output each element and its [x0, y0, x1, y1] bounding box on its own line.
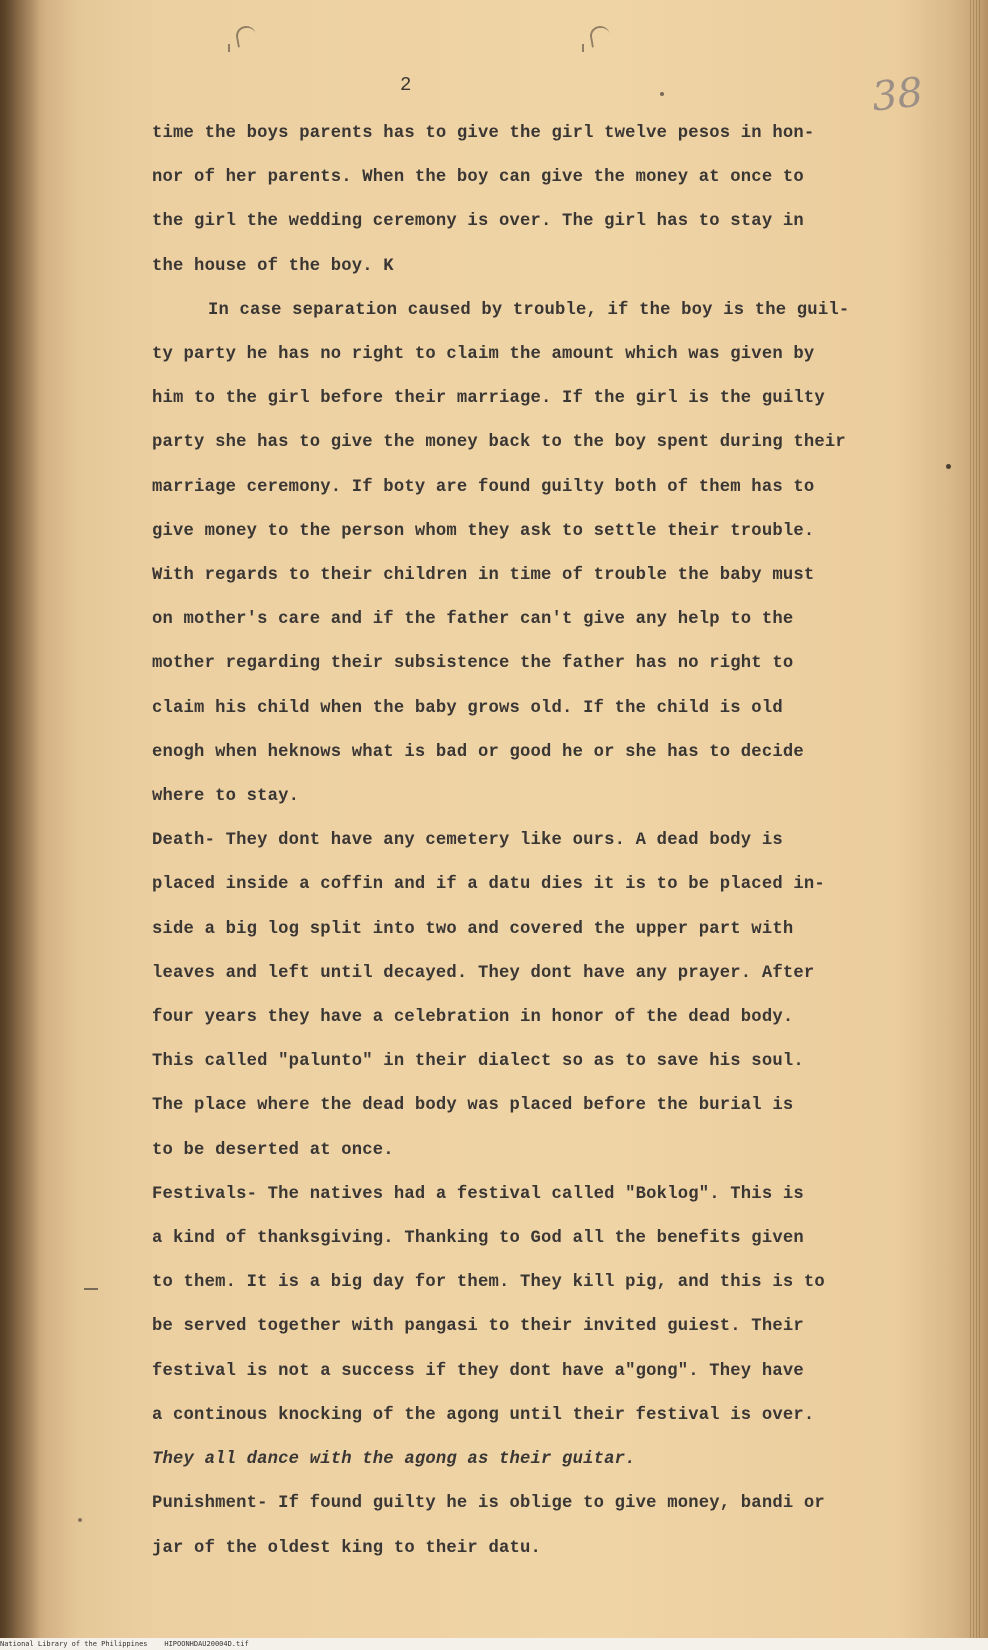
- text-line: leaves and left until decayed. They dont have any prayer. After: [152, 963, 815, 983]
- text-line: him to the girl before their marriage. If the girl is the guilty: [152, 389, 825, 409]
- ink-dot: [660, 92, 664, 96]
- footer-filename: HIPOONHDAU20004D.tif: [164, 1640, 249, 1648]
- text-line: Punishment- If found guilty he is oblige to give money, bandi or: [152, 1494, 825, 1514]
- text-line: They all dance with the agong as their guitar.: [152, 1450, 636, 1470]
- text-line: side a big log split into two and covered the upper part with: [152, 919, 794, 939]
- text-line: a continous knocking of the agong until their festival is over.: [152, 1405, 815, 1425]
- scan-footer: [0, 1638, 988, 1650]
- folio-number: 38: [869, 69, 926, 121]
- page-number: 2: [400, 74, 412, 96]
- text-line: ty party he has no right to claim the amount which was given by: [152, 345, 815, 365]
- text-line: a kind of thanksgiving. Thanking to God all the benefits given: [152, 1229, 804, 1249]
- punch-hole-left: [234, 24, 257, 47]
- text-line: Festivals- The natives had a festival called "Boklog". This is: [152, 1184, 804, 1204]
- text-line: on mother's care and if the father can't give any help to the: [152, 610, 794, 630]
- text-line: jar of the oldest king to their datu.: [152, 1538, 542, 1558]
- punch-mark-right: [582, 44, 584, 52]
- text-line: claim his child when the baby grows old. If the child is old: [152, 698, 783, 718]
- text-line: Death- They dont have any cemetery like ours. A dead body is: [152, 831, 783, 851]
- text-line: The place where the dead body was placed before the burial is: [152, 1096, 794, 1116]
- text-line: festival is not a success if they dont have a"gong". They have: [152, 1361, 804, 1381]
- text-line: give money to the person whom they ask to settle their trouble.: [152, 521, 815, 541]
- text-line: With regards to their children in time of trouble the baby must: [152, 566, 815, 586]
- text-line: the girl the wedding ceremony is over. The girl has to stay in: [152, 212, 804, 232]
- text-line: the house of the boy. K: [152, 256, 394, 276]
- footer-institution: National Library of the Philippines: [0, 1640, 148, 1648]
- text-line: time the boys parents has to give the girl twelve pesos in hon-: [152, 124, 815, 143]
- text-line: placed inside a coffin and if a datu dies it is to be placed in-: [152, 875, 825, 895]
- text-line: nor of her parents. When the boy can give the money at once to: [152, 168, 804, 188]
- page-edge: [970, 0, 982, 1638]
- ink-dot: [78, 1518, 82, 1522]
- text-line: where to stay.: [152, 787, 300, 807]
- text-line: marriage ceremony. If boty are found guilty both of them has to: [152, 477, 815, 497]
- typed-text-body: [152, 112, 852, 1571]
- text-line: be served together with pangasi to their invited guiest. Their: [152, 1317, 804, 1337]
- text-line: party she has to give the money back to the boy spent during their: [152, 433, 846, 453]
- text-line: In case separation caused by trouble, if the boy is the guil-: [208, 300, 850, 320]
- margin-mark: [84, 1288, 98, 1290]
- punch-mark-left: [228, 44, 230, 52]
- text-line: four years they have a celebration in honor of the dead body.: [152, 1008, 794, 1028]
- text-line: This called "palunto" in their dialect so as to save his soul.: [152, 1052, 804, 1072]
- text-line: enogh when heknows what is bad or good he or she has to decide: [152, 742, 804, 762]
- ink-dot: [946, 464, 951, 469]
- punch-hole-right: [588, 24, 611, 47]
- text-line: to them. It is a big day for them. They kill pig, and this is to: [152, 1273, 825, 1293]
- text-line: mother regarding their subsistence the father has no right to: [152, 654, 794, 674]
- text-line: to be deserted at once.: [152, 1140, 394, 1160]
